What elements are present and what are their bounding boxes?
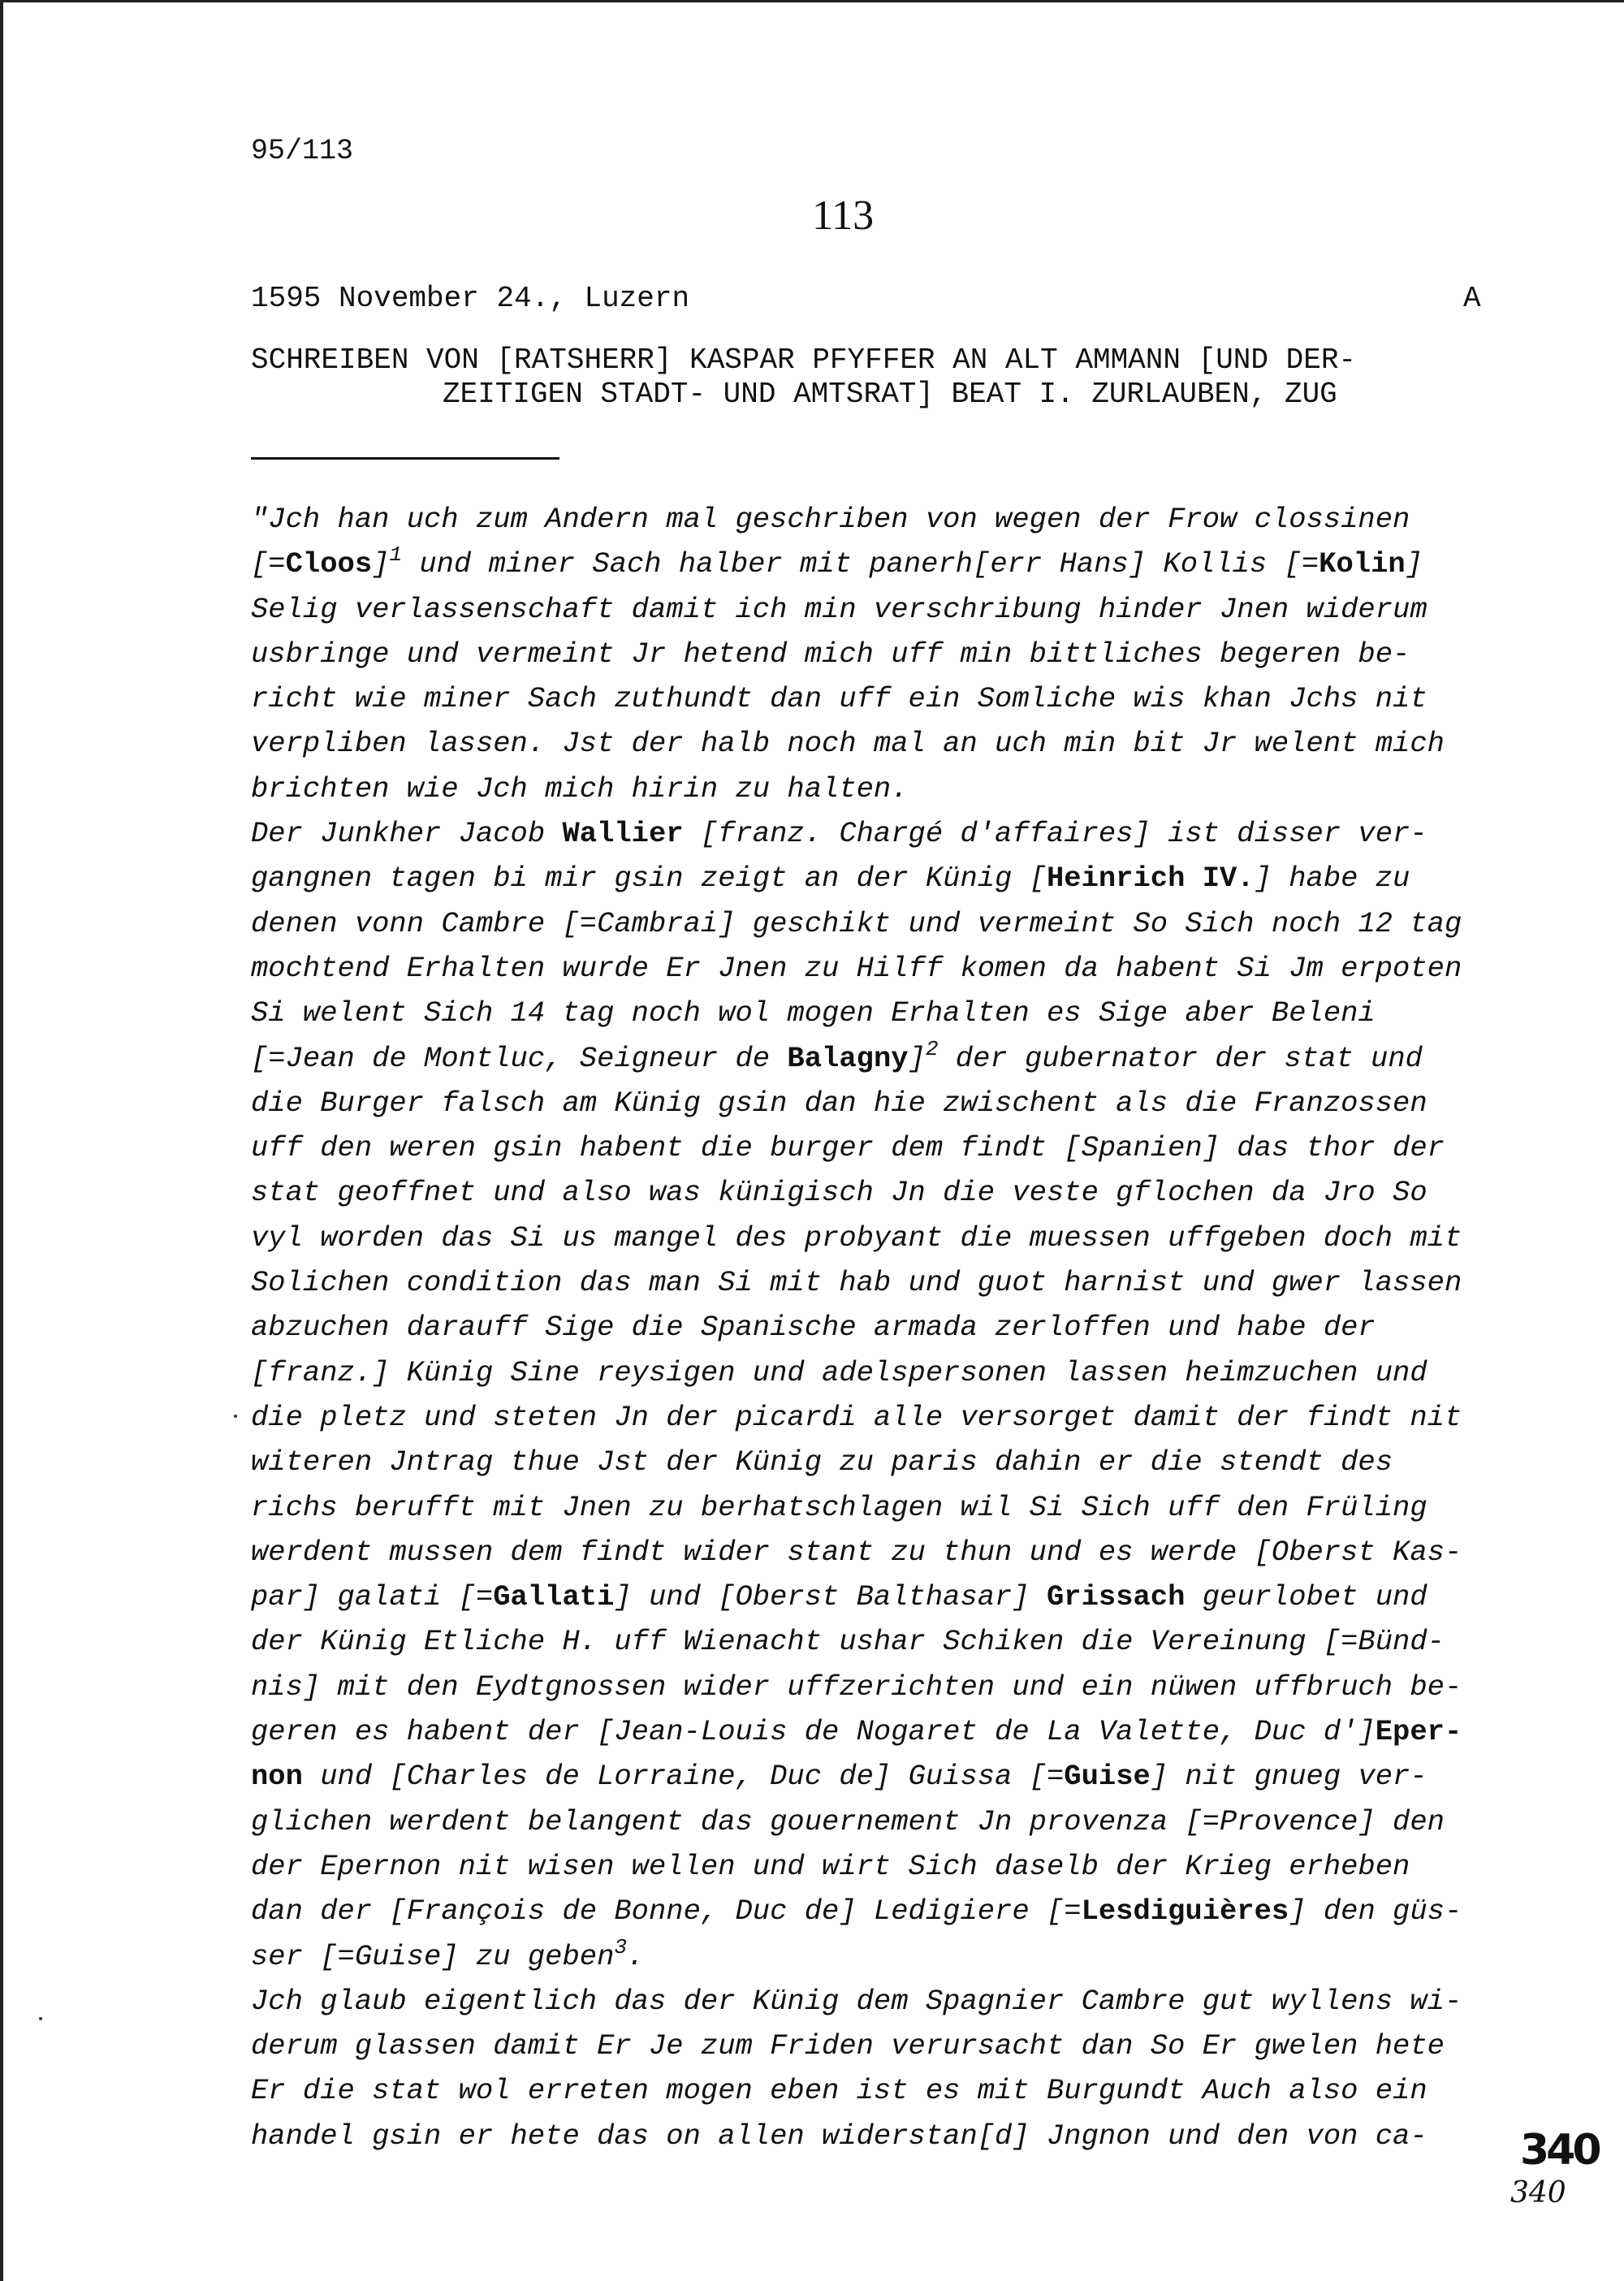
footnote-marker: 3 [614, 1934, 627, 1959]
body-line [251, 1170, 1501, 1215]
body-line [251, 2024, 1501, 2068]
body-text-segment: werdent mussen dem findt wider stant zu thun und es werde [Oberst Kas- [251, 1535, 1462, 1569]
body-text-segment: [= [251, 547, 286, 581]
body-name-bold: Gallati [493, 1580, 615, 1614]
body-text-segment: ] den güs- [1289, 1894, 1462, 1929]
body-name-bold: Wallier [562, 817, 684, 851]
body-name-bold: Eper- [1375, 1715, 1462, 1749]
body-text-segment: glichen werdent belangent das gouernement Jn provenza [=Provence] den [251, 1804, 1445, 1838]
body-text-segment: die Burger falsch am Künig gsin dan hie zwischent als die Franzossen [251, 1086, 1427, 1120]
body-name-bold: Kolin [1319, 547, 1406, 581]
body-text-segment: der gubernator der stat und [938, 1041, 1423, 1075]
body-line [251, 946, 1501, 991]
footnote-marker: 1 [389, 542, 403, 568]
body-text-segment: ] [372, 547, 390, 581]
page-border-top [0, 0, 1624, 2]
handwritten-page-number: 340 [1510, 2176, 1566, 2210]
body-line [251, 1709, 1501, 1754]
body-text-segment: usbringe und vermeint Jr hetend mich uff min bittliches begeren be- [251, 637, 1410, 671]
body-text-segment: Der Junkher Jacob [251, 817, 563, 851]
body-line [251, 2114, 1501, 2158]
body-line [251, 1619, 1501, 1664]
date-place: 1595 November 24., Luzern [251, 282, 690, 315]
archive-reference: 95/113 [251, 135, 354, 167]
body-text-segment: handel gsin er hete das on allen widerstan[d] Jngnon und den von ca- [251, 2119, 1427, 2153]
heading-line-1: SCHREIBEN VON [RATSHERR] KASPAR PFYFFER AN ALT AMMANN [UND DER- [251, 343, 1357, 377]
body-line [251, 1799, 1501, 1844]
body-text-segment: Solichen condition das man Si mit hab und guot harnist und gwer lassen [251, 1266, 1462, 1300]
body-text-segment: und miner Sach halber mit panerh[err Hans] Kollis [= [402, 547, 1320, 581]
body-text-segment: mochtend Erhalten wurde Er Jnen zu Hilff komen da habent Si Jm erpoten [251, 951, 1462, 985]
body-name-bold: Grissach [1046, 1580, 1186, 1614]
body-text-segment: richt wie miner Sach zuthundt dan uff ein Somliche wis khan Jchs nit [251, 682, 1427, 716]
body-text-segment: ] habe zu [1254, 862, 1410, 896]
body-line [251, 587, 1501, 632]
body-text-segment: geren es habent der [Jean-Louis de Nogaret de La Valette, Duc d'] [251, 1715, 1376, 1749]
body-text-segment: denen vonn Cambre [=Cambrai] geschikt und vermeint So Sich noch 12 tag [251, 906, 1462, 940]
body-line [251, 856, 1501, 901]
document-number: 113 [812, 192, 875, 239]
body-text-segment: der Künig Etliche H. uff Wienacht ushar Schiken die Vereinung [=Bünd- [251, 1625, 1445, 1659]
body-line [251, 811, 1501, 856]
body-text-segment: abzuchen darauff Sige die Spanische armada zerloffen und habe der [251, 1311, 1376, 1345]
body-name-bold: Balagny [787, 1041, 909, 1075]
body-text-segment: "Jch han uch zum Andern mal geschriben von wegen der Frow clossinen [251, 503, 1410, 536]
body-line [251, 1350, 1501, 1395]
letter-body [251, 497, 1501, 2158]
body-line [251, 1844, 1501, 1889]
body-text-segment: Er die stat wol erreten mogen eben ist es mit Burgundt Auch also ein [251, 2074, 1427, 2108]
body-line [251, 1485, 1501, 1530]
body-name-bold: non [251, 1760, 303, 1794]
body-text-segment: stat geoffnet und also was künigisch Jn die veste gflochen da Jro So [251, 1176, 1427, 1210]
document-heading [251, 343, 1356, 412]
body-text-segment: und [Charles de Lorraine, Duc de] Guissa [= [302, 1760, 1065, 1794]
body-line [251, 767, 1501, 811]
body-text-segment: ser [=Guise] zu geben [251, 1939, 615, 1973]
body-text-segment: die pletz und steten Jn der picardi alle versorget damit der findt nit [251, 1400, 1462, 1434]
heading-divider [251, 457, 559, 460]
body-text-segment: derum glassen damit Er Je zum Friden verursacht dan So Er gwelen hete [251, 2029, 1445, 2063]
body-line [251, 1979, 1501, 2024]
body-text-segment: nis] mit den Eydtgnossen wider uffzerichten und ein nüwen uffbruch be- [251, 1670, 1462, 1704]
body-line [251, 1260, 1501, 1305]
body-text-segment: [=Jean de Montluc, Seigneur de [251, 1041, 788, 1075]
body-line [251, 1081, 1501, 1125]
body-text-segment: Si welent Sich 14 tag noch wol mogen Erhalten es Sige aber Beleni [251, 996, 1376, 1030]
body-line [251, 632, 1501, 676]
body-text-segment: ] und [Oberst Balthasar] [614, 1580, 1047, 1614]
body-line [251, 1665, 1501, 1709]
body-text-segment: ] [908, 1041, 926, 1075]
body-text-segment: richs berufft mit Jnen zu berhatschlagen wil Si Sich uff den Früling [251, 1490, 1427, 1524]
body-name-bold: Heinrich IV. [1046, 862, 1255, 896]
body-line [251, 2068, 1501, 2113]
body-line [251, 901, 1501, 946]
body-text-segment: ] [1405, 547, 1423, 581]
body-text-segment: Jch glaub eigentlich das der Künig dem Spagnier Cambre gut wyllens wi- [251, 1984, 1462, 2018]
body-text-segment: der Epernon nit wisen wellen und wirt Sich daselb der Krieg erheben [251, 1849, 1410, 1883]
body-line [251, 1036, 1501, 1081]
body-line [251, 991, 1501, 1035]
body-line [251, 1395, 1501, 1440]
archive-stamp-number: 340 [1520, 2126, 1599, 2175]
body-line [251, 542, 1501, 586]
body-text-segment: dan der [François de Bonne, Duc de] Ledigiere [= [251, 1894, 1082, 1929]
body-name-bold: Lesdiguières [1081, 1894, 1289, 1929]
body-text-segment: vyl worden das Si us mangel des probyant die muessen uffgeben doch mit [251, 1220, 1462, 1255]
body-line [251, 676, 1501, 721]
body-line [251, 1575, 1501, 1619]
body-line [251, 1934, 1501, 1979]
body-name-bold: Cloos [285, 547, 373, 581]
body-line [251, 1305, 1501, 1350]
body-text-segment: brichten wie Jch mich hirin zu halten. [251, 771, 909, 806]
body-text-segment: Selig verlassenschaft damit ich min verschribung hinder Jnen widerum [251, 592, 1427, 626]
body-text-segment: par] galati [= [251, 1580, 494, 1614]
body-text-segment: . [626, 1939, 645, 1973]
page-border-left [0, 0, 3, 2281]
body-text-segment: verpliben lassen. Jst der halb noch mal an uch min bit Jr welent mich [251, 727, 1445, 761]
body-line [251, 1889, 1501, 1933]
body-text-segment: [franz.] Künig Sine reysigen und adelspersonen lassen heimzuchen und [251, 1355, 1427, 1389]
body-line [251, 721, 1501, 766]
scan-speck [39, 2017, 42, 2020]
body-name-bold: Guise [1064, 1760, 1151, 1794]
heading-line-2: ZEITIGEN STADT- UND AMTSRAT] BEAT I. ZURLAUBEN, ZUG [443, 378, 1337, 411]
body-text-segment: [franz. Chargé d'affaires] ist disser ver- [683, 817, 1427, 851]
scan-speck [234, 1415, 237, 1418]
body-line [251, 1125, 1501, 1170]
body-line [251, 1216, 1501, 1260]
body-line [251, 1440, 1501, 1484]
body-text-segment: uff den weren gsin habent die burger dem findt [Spanien] das thor der [251, 1131, 1445, 1165]
body-line [251, 1754, 1501, 1799]
body-text-segment: witeren Jntrag thue Jst der Künig zu paris dahin er die stendt des [251, 1445, 1393, 1480]
body-text-segment: ] nit gnueg ver- [1150, 1760, 1427, 1794]
body-text-segment: gangnen tagen bi mir gsin zeigt an der Künig [ [251, 862, 1047, 896]
footnote-marker: 2 [925, 1036, 939, 1061]
body-line [251, 497, 1501, 542]
body-text-segment: geurlobet und [1185, 1580, 1427, 1614]
copy-mark: A [1463, 282, 1481, 315]
body-line [251, 1530, 1501, 1575]
